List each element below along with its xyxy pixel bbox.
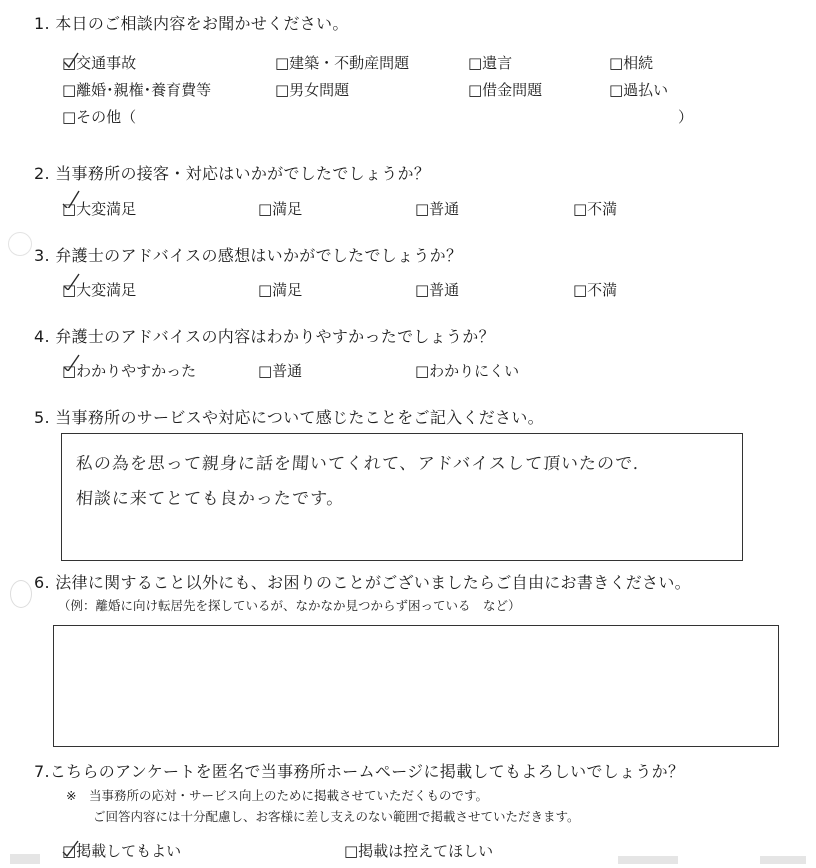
q4-option-hard-to-understand[interactable]: □わかりにくい <box>415 362 520 380</box>
q7-note-1: ※ 当事務所の応対・サービス向上のために掲載させていただくものです。 <box>66 788 488 803</box>
q5-answer-box[interactable] <box>61 433 743 561</box>
q4-option-easy-to-understand[interactable]: □わかりやすかった <box>62 362 197 380</box>
q1-option-inheritance[interactable]: □相続 <box>609 54 654 72</box>
q4-option-neutral[interactable]: □普通 <box>258 362 303 380</box>
q3-option-satisfied[interactable]: □満足 <box>258 281 303 299</box>
q3-option-neutral[interactable]: □普通 <box>415 281 460 299</box>
question-3-title: 3. 弁護士のアドバイスの感想はいかがでしたでしょうか？ <box>34 246 463 265</box>
q1-option-traffic-accident[interactable]: □交通事故 <box>62 54 137 72</box>
punch-hole-mark <box>10 580 32 608</box>
question-5-title: 5. 当事務所のサービスや対応について感じたことをご記入ください。 <box>34 408 544 427</box>
q2-option-neutral[interactable]: □普通 <box>415 200 460 218</box>
question-1-title: 1. 本日のご相談内容をお聞かせください。 <box>34 14 349 33</box>
q7-option-do-not-publish[interactable]: □掲載は控えてほしい <box>344 842 494 860</box>
q2-option-dissatisfied[interactable]: □不満 <box>573 200 618 218</box>
q5-handwritten-line-1: 私の為を思って親身に話を聞いてくれて、アドバイスして頂いたので. <box>75 454 641 474</box>
question-4-title: 4. 弁護士のアドバイスの内容はわかりやすかったでしょうか？ <box>34 327 495 346</box>
punch-hole-mark <box>8 232 32 256</box>
q3-option-dissatisfied[interactable]: □不満 <box>573 281 618 299</box>
q1-option-gender-issues[interactable]: □男女問題 <box>275 81 350 99</box>
scan-smudge <box>618 856 678 864</box>
q7-option-ok-to-publish[interactable]: □掲載してもよい <box>62 842 182 860</box>
scan-smudge <box>10 854 40 864</box>
question-6-title: 6. 法律に関すること以外にも、お困りのことがございましたらご自由にお書きください。 <box>34 573 691 592</box>
q1-option-divorce[interactable]: □離婚･親権･養育費等 <box>62 81 212 99</box>
scan-smudge <box>760 856 806 864</box>
q1-option-debt[interactable]: □借金問題 <box>468 81 543 99</box>
q1-option-real-estate[interactable]: □建築・不動産問題 <box>275 54 410 72</box>
q7-note-2: ご回答内容には十分配慮し、お客様に差し支えのない範囲で掲載させていただきます。 <box>93 809 580 824</box>
q1-option-other[interactable]: □その他（ <box>62 108 137 126</box>
q1-option-will[interactable]: □遺言 <box>468 54 513 72</box>
q1-option-overpayment[interactable]: □過払い <box>609 81 669 99</box>
q6-answer-box[interactable] <box>53 625 779 747</box>
q6-example-text: （例：離婚に向け転居先を探しているが、なかなか見つからず困っている など） <box>58 598 521 613</box>
q2-option-satisfied[interactable]: □満足 <box>258 200 303 218</box>
q5-handwritten-line-2: 相談に来てとても良かったです。 <box>75 489 346 509</box>
question-2-title: 2. 当事務所の接客・対応はいかがでしたでしょうか？ <box>34 164 431 183</box>
q3-option-very-satisfied[interactable]: □大変満足 <box>62 281 137 299</box>
q1-other-close-paren: ） <box>678 108 694 126</box>
q2-option-very-satisfied[interactable]: □大変満足 <box>62 200 137 218</box>
question-7-title: 7.こちらのアンケートを匿名で当事務所ホームページに掲載してもよろしいでしょうか？ <box>34 762 685 781</box>
